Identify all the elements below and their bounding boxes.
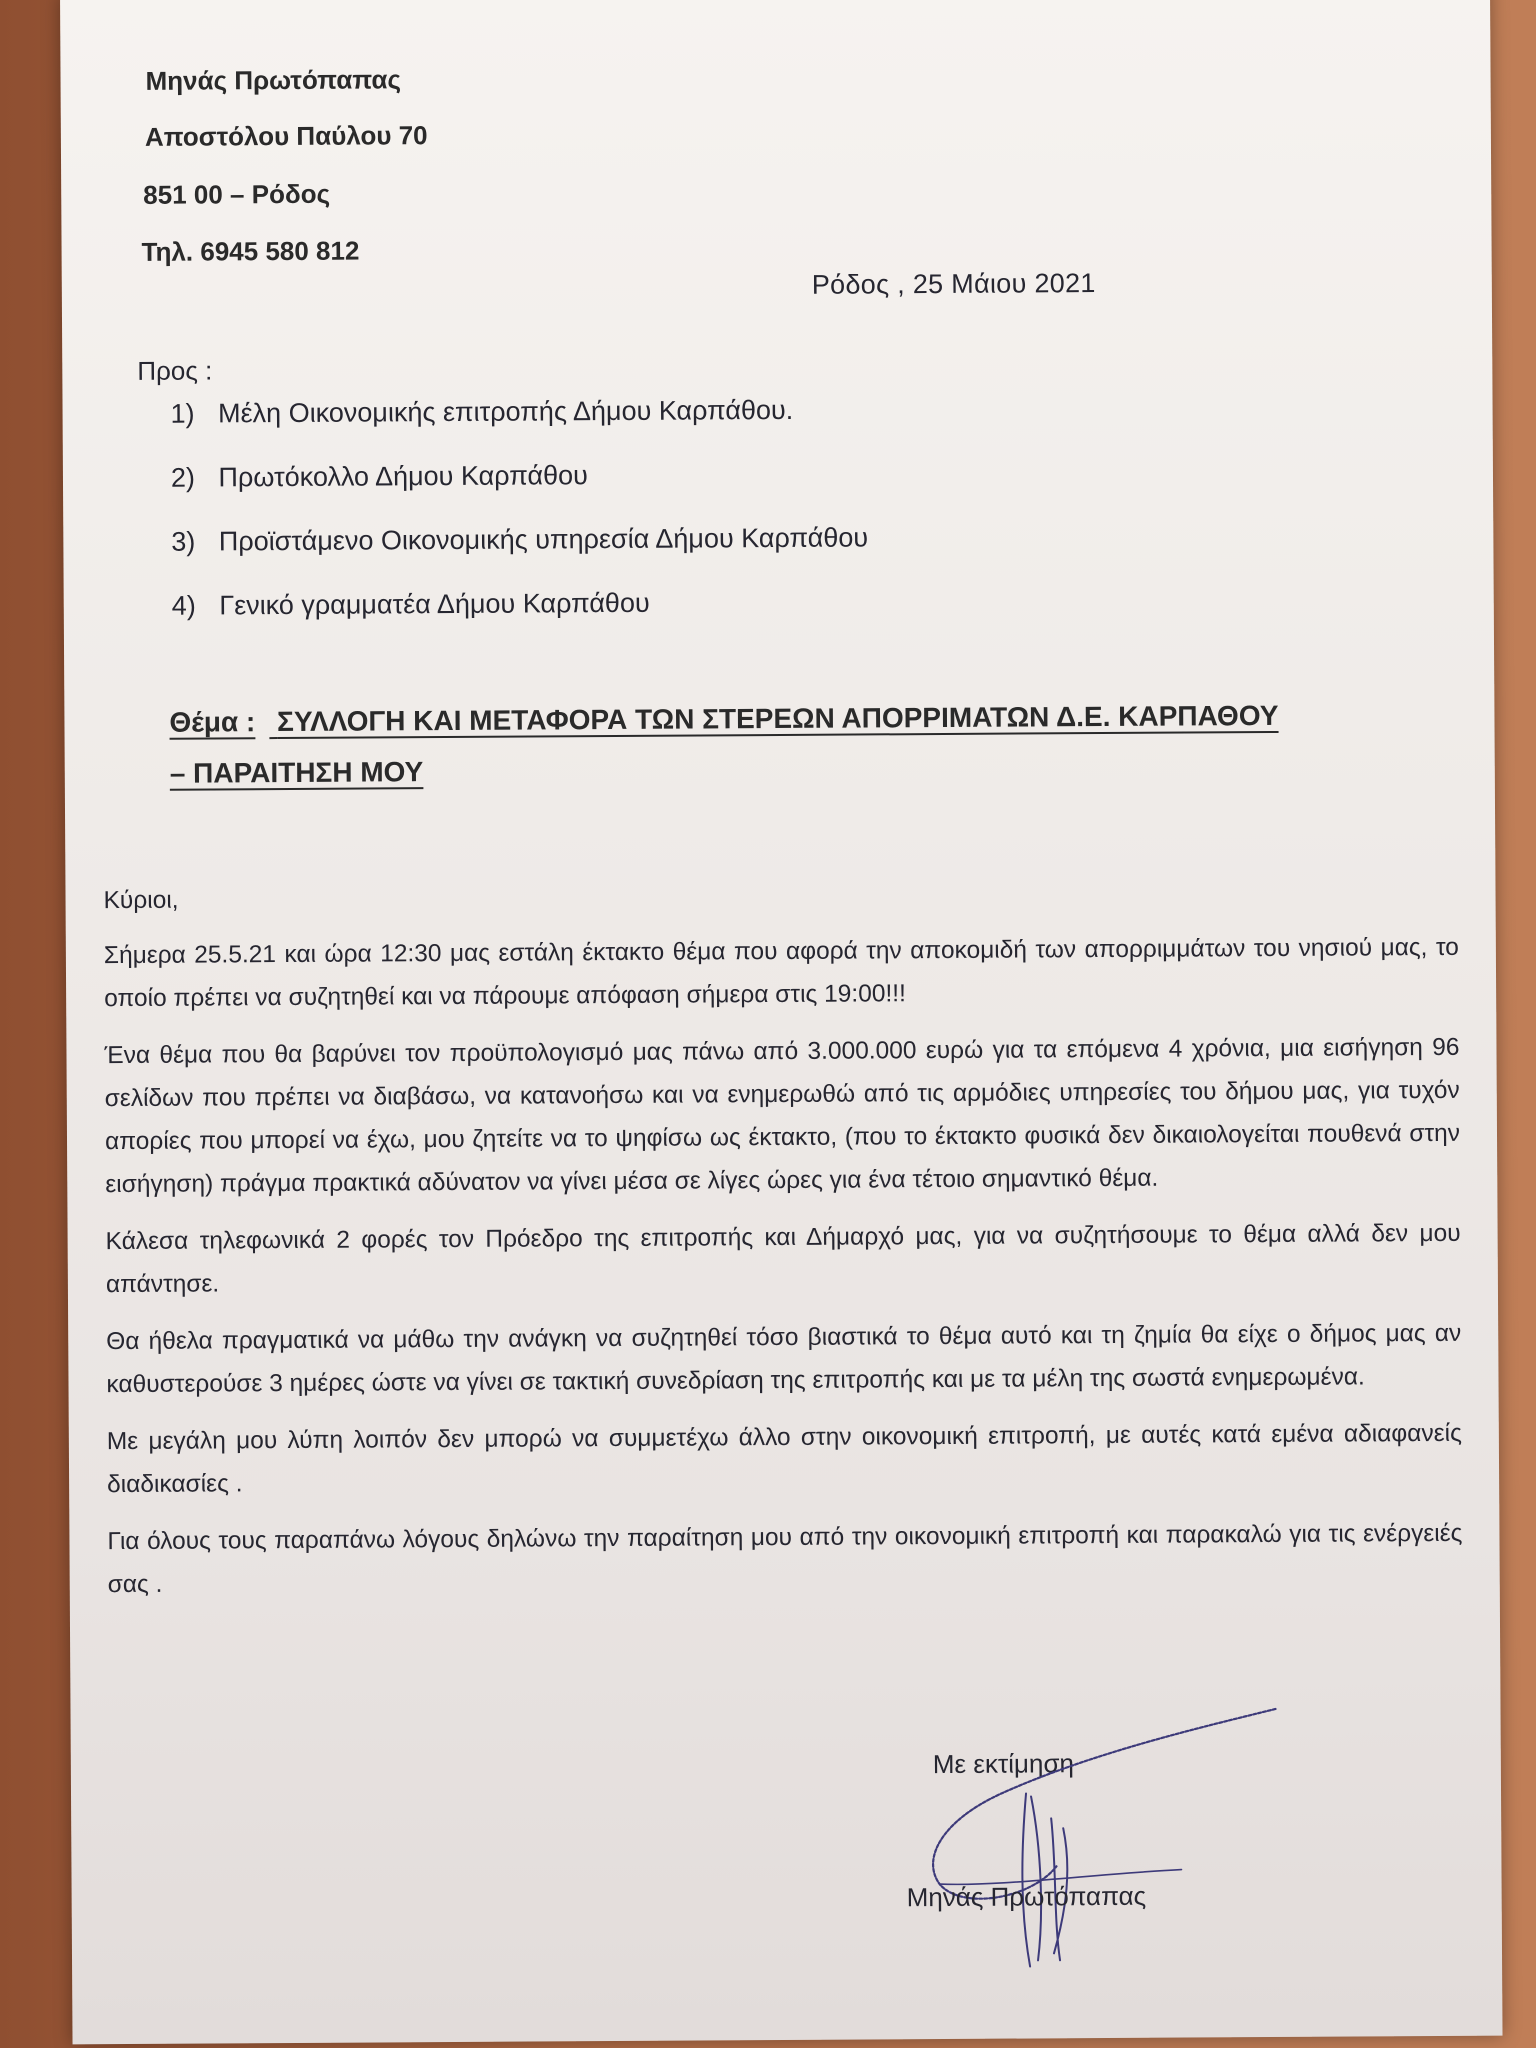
sender-address: Αποστόλου Παύλου 70: [144, 120, 428, 152]
recipient-text: Μέλη Οικονομικής επιτροπής Δήμου Καρπάθου.: [218, 394, 794, 429]
sender-phone: Τηλ. 6945 580 812: [141, 235, 360, 267]
recipient-number: 4): [171, 590, 196, 621]
subject-block: [169, 689, 1370, 798]
recipient-text: Πρωτόκολλο Δήμου Καρπάθου: [218, 460, 588, 493]
letter-paper: [60, 0, 1502, 2044]
body-paragraph-3: Κάλεσα τηλεφωνικά 2 φορές τον Πρόεδρο της επιτροπής και Δήμαρχό μας, για να συζητήσουμε το θέμα αλλά δεν μου απάντησε.: [105, 1219, 1461, 1299]
subject-line-1: [169, 689, 1369, 747]
body-paragraph-2: Ένα θέμα που θα βαρύνει τον προϋπολογισμό μας πάνω από 3.000.000 ευρώ για τα επόμενα 4 χρόνια, μια εισήγηση 96 σελίδων που πρέπει να διαβάσω, να κατανοήσω και να ενημερωθώ από τις αρμόδιες υπηρεσίες του δήμου μας, για τυχόν απορίες που μπορεί να έχω, μου ζητείτε να το ψηφίσω ως έκτακτο, (που το έκτακτο φυσικά δεν δικαιολογείται πουθενά στην εισήγηση) πράγμα πρακτικά αδύνατον να γίνει μέσα σε λίγες ώρες για ένα τέτοιο σημαντικό θέμα.: [104, 1033, 1461, 1199]
recipient-item: [170, 393, 1170, 463]
recipient-number: 2): [170, 462, 196, 493]
handwritten-signature: [880, 1697, 1302, 1980]
subject-label: Θέμα :: [169, 706, 256, 738]
sender-name: Μηνάς Πρωτόπαπας: [145, 64, 402, 96]
recipient-item: [171, 521, 1171, 591]
recipient-list: [170, 393, 1172, 655]
body-paragraph-4: Θα ήθελα πραγματικά να μάθω την ανάγκη να συζητηθεί τόσο βιαστικά το θέμα αυτό και τη ζημία θα είχε ο δήμος μας αν καθυστερούσε 3 ημέρες ώστε να γίνει σε τακτική συνεδρίαση της επιτροπής και με τα μέλη της σωστά ενημερωμένα.: [106, 1319, 1462, 1399]
recipient-number: 1): [170, 398, 195, 429]
recipient-item: [172, 585, 1172, 655]
letter-date: Ρόδος , 25 Μάιου 2021: [811, 268, 1096, 300]
subject-line-2: – ΠΑΡΑΙΤΗΣΗ ΜΟΥ: [169, 756, 424, 789]
recipient-item: [171, 457, 1171, 527]
recipient-text: Προϊστάμενο Οικονομικής υπηρεσία Δήμου Καρπάθου: [218, 522, 869, 557]
recipient-text: Γενικό γραμματέα Δήμου Καρπάθου: [219, 587, 650, 621]
signature-name: Μηνάς Πρωτόπαπας: [906, 1880, 1147, 1913]
salutation: Κύριοι,: [103, 886, 179, 915]
subject-title: ΣΥΛΛΟΓΗ ΚΑΙ ΜΕΤΑΦΟΡΑ ΤΩΝ ΣΤΕΡΕΩΝ ΑΠΟΡΡΙΜΑΤΩΝ Δ.Ε. ΚΑΡΠΑΘΟΥ: [277, 699, 1279, 738]
body-paragraph-1: Σήμερα 25.5.21 και ώρα 12:30 μας εστάλη έκτακτο θέμα που αφορά την αποκομιδή των απορριμμάτων του νησιού μας, το οποίο πρέπει να συζητηθεί και να πάρουμε απόφαση σήμερα στις 19:00!!!: [103, 933, 1459, 1013]
body-paragraph-5: Με μεγάλη μου λύπη λοιπόν δεν μπορώ να συμμετέχω άλλο στην οικονομική επιτροπή, με αυτές κατά εμένα αδιαφανείς διαδικασίες .: [106, 1419, 1462, 1499]
recipient-number: 3): [171, 526, 196, 557]
body-paragraph-6: Για όλους τους παραπάνω λόγους δηλώνω την παραίτηση μου από την οικονομική επιτροπή και παρακαλώ για τις ενέργειές σας .: [107, 1519, 1463, 1599]
to-label: Προς :: [137, 355, 213, 386]
letter-body: [103, 871, 1463, 1620]
closing-phrase: Με εκτίμηση: [932, 1748, 1074, 1780]
sender-city: 851 00 – Ρόδος: [143, 178, 331, 210]
